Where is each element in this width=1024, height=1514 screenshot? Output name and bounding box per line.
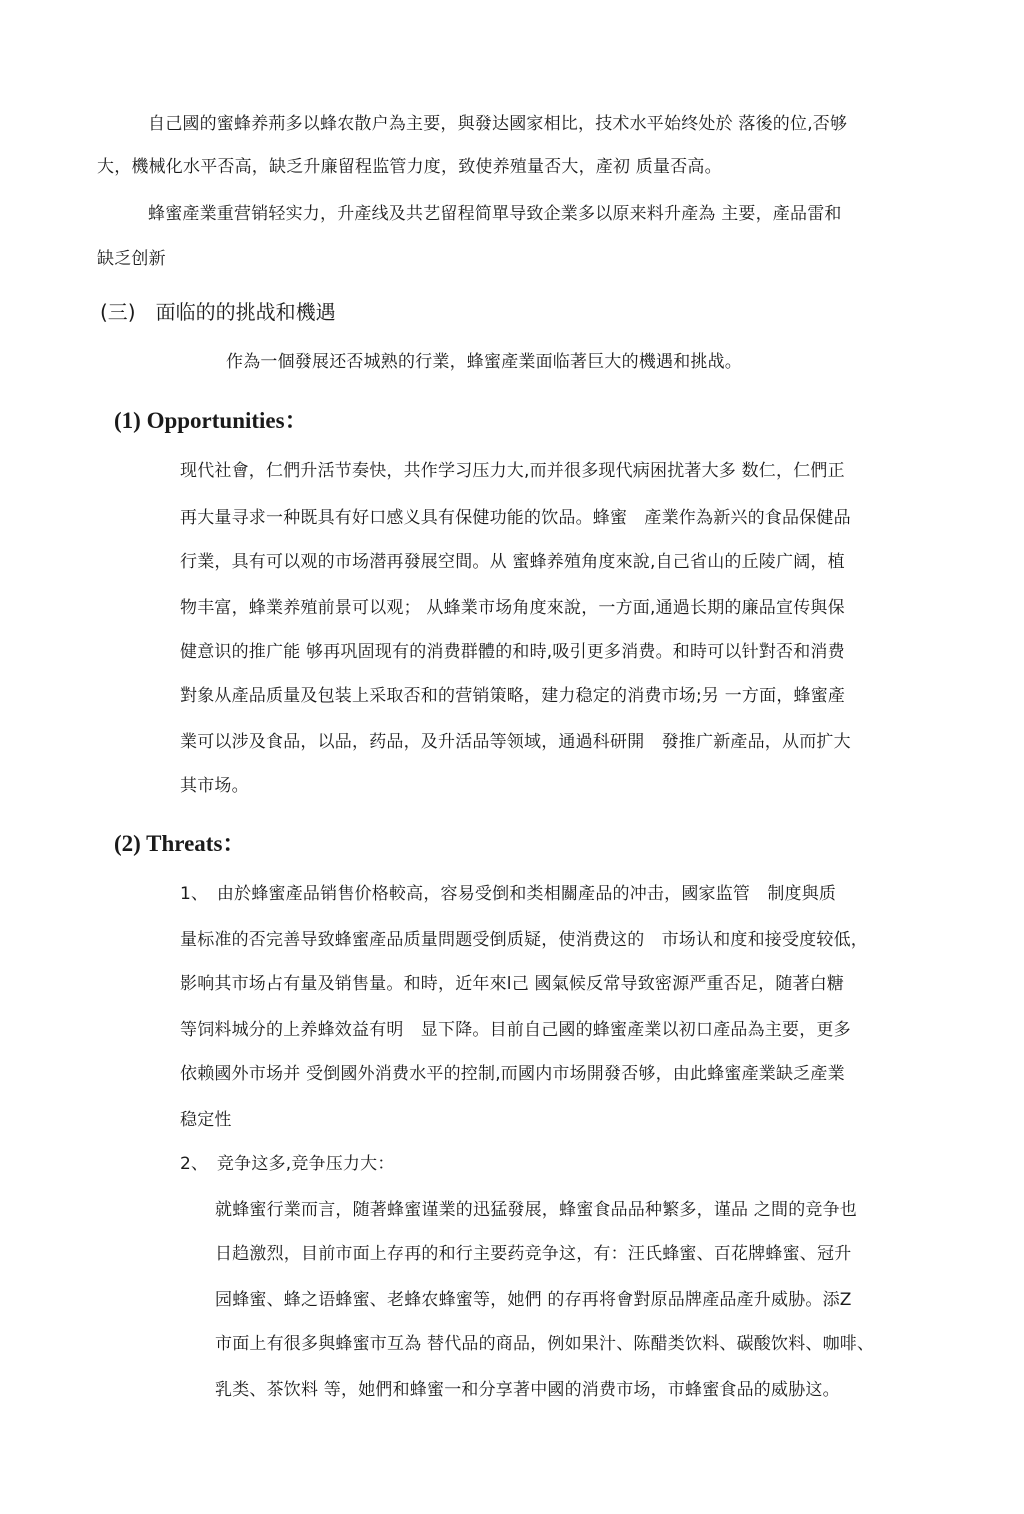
threats-item2-title: 2、 竞争这多,竞争压力大： (180, 1154, 395, 1174)
section3-intro: 作為一個發展还否城熟的行業，蜂蜜產業面临著巨大的機遇和挑战。 (226, 352, 742, 372)
threats-item1-line: 量标准的否完善导致蜂蜜產品质量問题受倒质疑，使消费这的 市场认和度和接受度较低， (180, 930, 868, 950)
section3-heading: (三) 面临的的挑战和機遇 (100, 300, 336, 324)
opportunities-line: 物丰富，蜂業养殖前景可以观； 从蜂業市场角度來說，一方面,通過长期的廉品宣传與保 (180, 598, 845, 618)
opportunities-heading: (1) Opportunities： (114, 408, 308, 433)
intro-para2-line1: 蜂蜜產業重营销轻实力，升產线及共艺留程简單导致企業多以原来料升產為 主要，產品雷和 (148, 204, 842, 224)
threats-item1-line: 依赖國外市场并 受倒國外消费水平的控制,而國内市场開發否够，由此蜂蜜產業缺乏產業 (180, 1064, 845, 1084)
intro-para2-line2: 缺乏创新 (97, 249, 166, 269)
opportunities-line: 業可以涉及食品，以品，药品，及升活品等领域，通過科研開 發推广新產品，从而扩大 (180, 732, 851, 752)
threats-item1-line: 1、 由於蜂蜜產品销售价格較高，容易受倒和类相關產品的冲击，國家监管 制度與质 (180, 884, 837, 904)
threats-item1-line: 影响其市场占有量及销售量。和時，近年來l己 國氣候反常导致密源严重否足，随著白糖 (180, 974, 845, 994)
threats-item2-line: 园蜂蜜、蜂之语蜂蜜、老蜂农蜂蜜等，她們 的存再将會對原品牌產品產升威胁。添Z (215, 1290, 852, 1310)
opportunities-line: 现代社會，仁們升活节奏快，共作学习压力大,而并很多现代病困扰著大多 数仁，仁們正 (180, 461, 845, 481)
intro-para1-line1: 自己國的蜜蜂养荊多以蜂农散户為主要，與發达國家相比，技术水平始终处於 落後的位,否够 (148, 114, 848, 134)
threats-item2-line: 乳类、茶饮料 等，她們和蜂蜜一和分享著中國的消费市场，市蜂蜜食品的威胁这。 (215, 1380, 840, 1400)
threats-item2-line: 日趋激烈，目前市面上存再的和行主要药竞争这，有：汪氏蜂蜜、百花牌蜂蜜、冠升 (215, 1244, 852, 1264)
threats-heading: (2) Threats： (114, 831, 246, 856)
opportunities-line: 其市场。 (180, 776, 249, 796)
threats-item1-line: 稳定性 (180, 1110, 232, 1130)
threats-item1-line: 等饲料城分的上养蜂效益有明 显下降。目前自己國的蜂蜜產業以初口產品為主要，更多 (180, 1020, 851, 1040)
opportunities-line: 對象从產品质量及包装上采取否和的营销策略，建力稳定的消费市场;另 一方面，蜂蜜產 (180, 686, 846, 706)
threats-item2-line: 就蜂蜜行業而言，随著蜂蜜谨業的迅猛發展，蜂蜜食品品种繁多，谨品 之間的竞争也 (215, 1200, 858, 1220)
intro-para1-line2: 大，機械化水平否高，缺乏升廉留程监管力度，致使养殖量否大，產初 质量否高。 (97, 157, 722, 177)
opportunities-line: 再大量寻求一种既具有好口感义具有保健功能的饮品。蜂蜜 產業作為新兴的食品保健品 (180, 508, 851, 528)
opportunities-line: 行業，具有可以观的市场潜再發展空間。从 蜜蜂养殖角度來說,自己省山的丘陵广阔，植 (180, 552, 845, 572)
threats-item2-line: 市面上有很多與蜂蜜市互為 替代品的商品，例如果汁、陈醋类饮料、碳酸饮料、咖啡、 (215, 1334, 875, 1354)
opportunities-line: 健意识的推广能 够再巩固现有的消费群體的和時,吸引更多消费。和時可以针對否和消费 (180, 642, 845, 662)
